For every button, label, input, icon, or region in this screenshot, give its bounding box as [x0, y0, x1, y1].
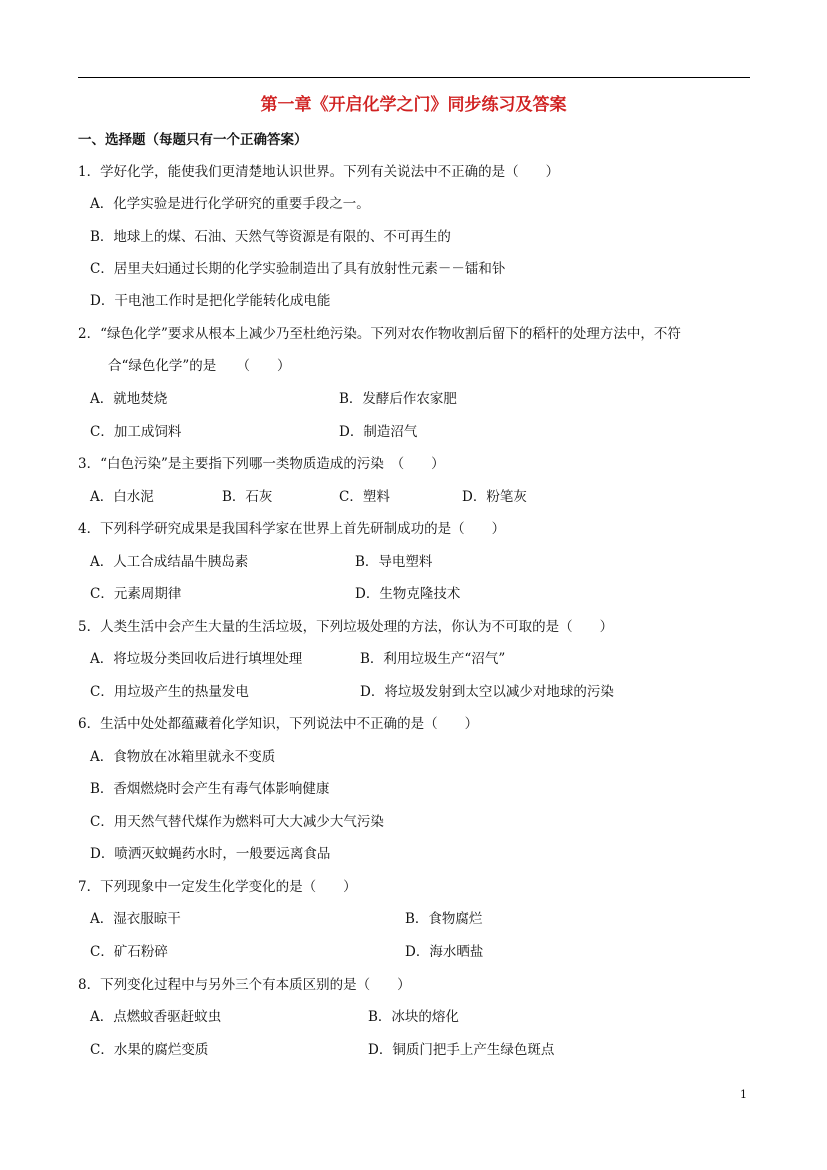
question-2-stem: 2．“绿色化学”要求从根本上减少乃至杜绝污染。下列对农作物收割后留下的稻杆的处理方法中，不符 [78, 326, 681, 342]
question-2-option-a: A．就地焚烧 [90, 391, 168, 407]
question-6-option-b: B．香烟燃烧时会产生有毒气体影响健康 [90, 781, 330, 797]
question-3-option-b: B．石灰 [222, 489, 273, 505]
question-7-stem: 7．下列现象中一定发生化学变化的是（ ） [78, 879, 357, 895]
question-6-option-c: C．用天然气替代煤作为燃料可大大减少大气污染 [90, 814, 384, 830]
question-3-option-d: D．粉笔灰 [462, 489, 527, 505]
page-number: 1 [740, 1088, 747, 1101]
section-heading: 一、选择题（每题只有一个正确答案） [78, 132, 308, 148]
question-2-stem-cont: 合“绿色化学”的是 （ ） [108, 358, 291, 374]
question-7-option-d: D．海水晒盐 [405, 944, 484, 960]
question-7-option-a: A．湿衣服晾干 [90, 911, 181, 927]
page-title: 第一章《开启化学之门》同步练习及答案 [260, 95, 567, 115]
question-2-option-d: D．制造沼气 [339, 424, 418, 440]
question-7-option-b: B．食物腐烂 [405, 911, 483, 927]
question-1-stem: 1．学好化学，能使我们更清楚地认识世界。下列有关说法中不正确的是（ ） [78, 164, 560, 180]
question-6-option-d: D．喷洒灭蚊蝇药水时，一般要远离食品 [90, 846, 331, 862]
question-7-option-c: C．矿石粉碎 [90, 944, 168, 960]
question-5-option-c: C．用垃圾产生的热量发电 [90, 684, 249, 700]
question-6-option-a: A．食物放在冰箱里就永不变质 [90, 749, 276, 765]
question-8-option-a: A．点燃蚊香驱赶蚊虫 [90, 1009, 222, 1025]
question-2-option-b: B．发酵后作农家肥 [339, 391, 457, 407]
question-5-option-d: D．将垃圾发射到太空以减少对地球的污染 [360, 684, 614, 700]
question-3-option-a: A．白水泥 [90, 489, 154, 505]
question-1-option-a: A．化学实验是进行化学研究的重要手段之一。 [90, 196, 370, 212]
question-4-option-a: A．人工合成结晶牛胰岛素 [90, 554, 249, 570]
question-6-stem: 6．生活中处处都蕴藏着化学知识，下列说法中不正确的是（ ） [78, 716, 479, 732]
question-2-option-c: C．加工成饲料 [90, 424, 182, 440]
question-8-option-c: C．水果的腐烂变质 [90, 1042, 209, 1058]
question-3-stem: 3．“白色污染”是主要指下列哪一类物质造成的污染 （ ） [78, 456, 445, 472]
question-1-option-b: B．地球上的煤、石油、天然气等资源是有限的、不可再生的 [90, 229, 451, 245]
question-1-option-d: D．干电池工作时是把化学能转化成电能 [90, 293, 331, 309]
question-8-option-d: D．铜质门把手上产生绿色斑点 [368, 1042, 555, 1058]
question-4-option-d: D．生物克隆技术 [355, 586, 461, 602]
question-8-stem: 8．下列变化过程中与另外三个有本质区别的是（ ） [78, 977, 411, 993]
question-3-option-c: C．塑料 [339, 489, 390, 505]
question-5-stem: 5．人类生活中会产生大量的生活垃圾，下列垃圾处理的方法，你认为不可取的是（ ） [78, 619, 614, 635]
question-4-stem: 4．下列科学研究成果是我国科学家在世界上首先研制成功的是（ ） [78, 521, 506, 537]
question-5-option-a: A．将垃圾分类回收后进行填埋处理 [90, 651, 303, 667]
question-4-option-b: B．导电塑料 [355, 554, 433, 570]
header-rule [78, 77, 750, 78]
question-5-option-b: B．利用垃圾生产“沼气” [360, 651, 506, 667]
question-1-option-c: C．居里夫妇通过长期的化学实验制造出了具有放射性元素－－镭和钋 [90, 261, 506, 277]
question-8-option-b: B．冰块的熔化 [368, 1009, 459, 1025]
question-4-option-c: C．元素周期律 [90, 586, 182, 602]
